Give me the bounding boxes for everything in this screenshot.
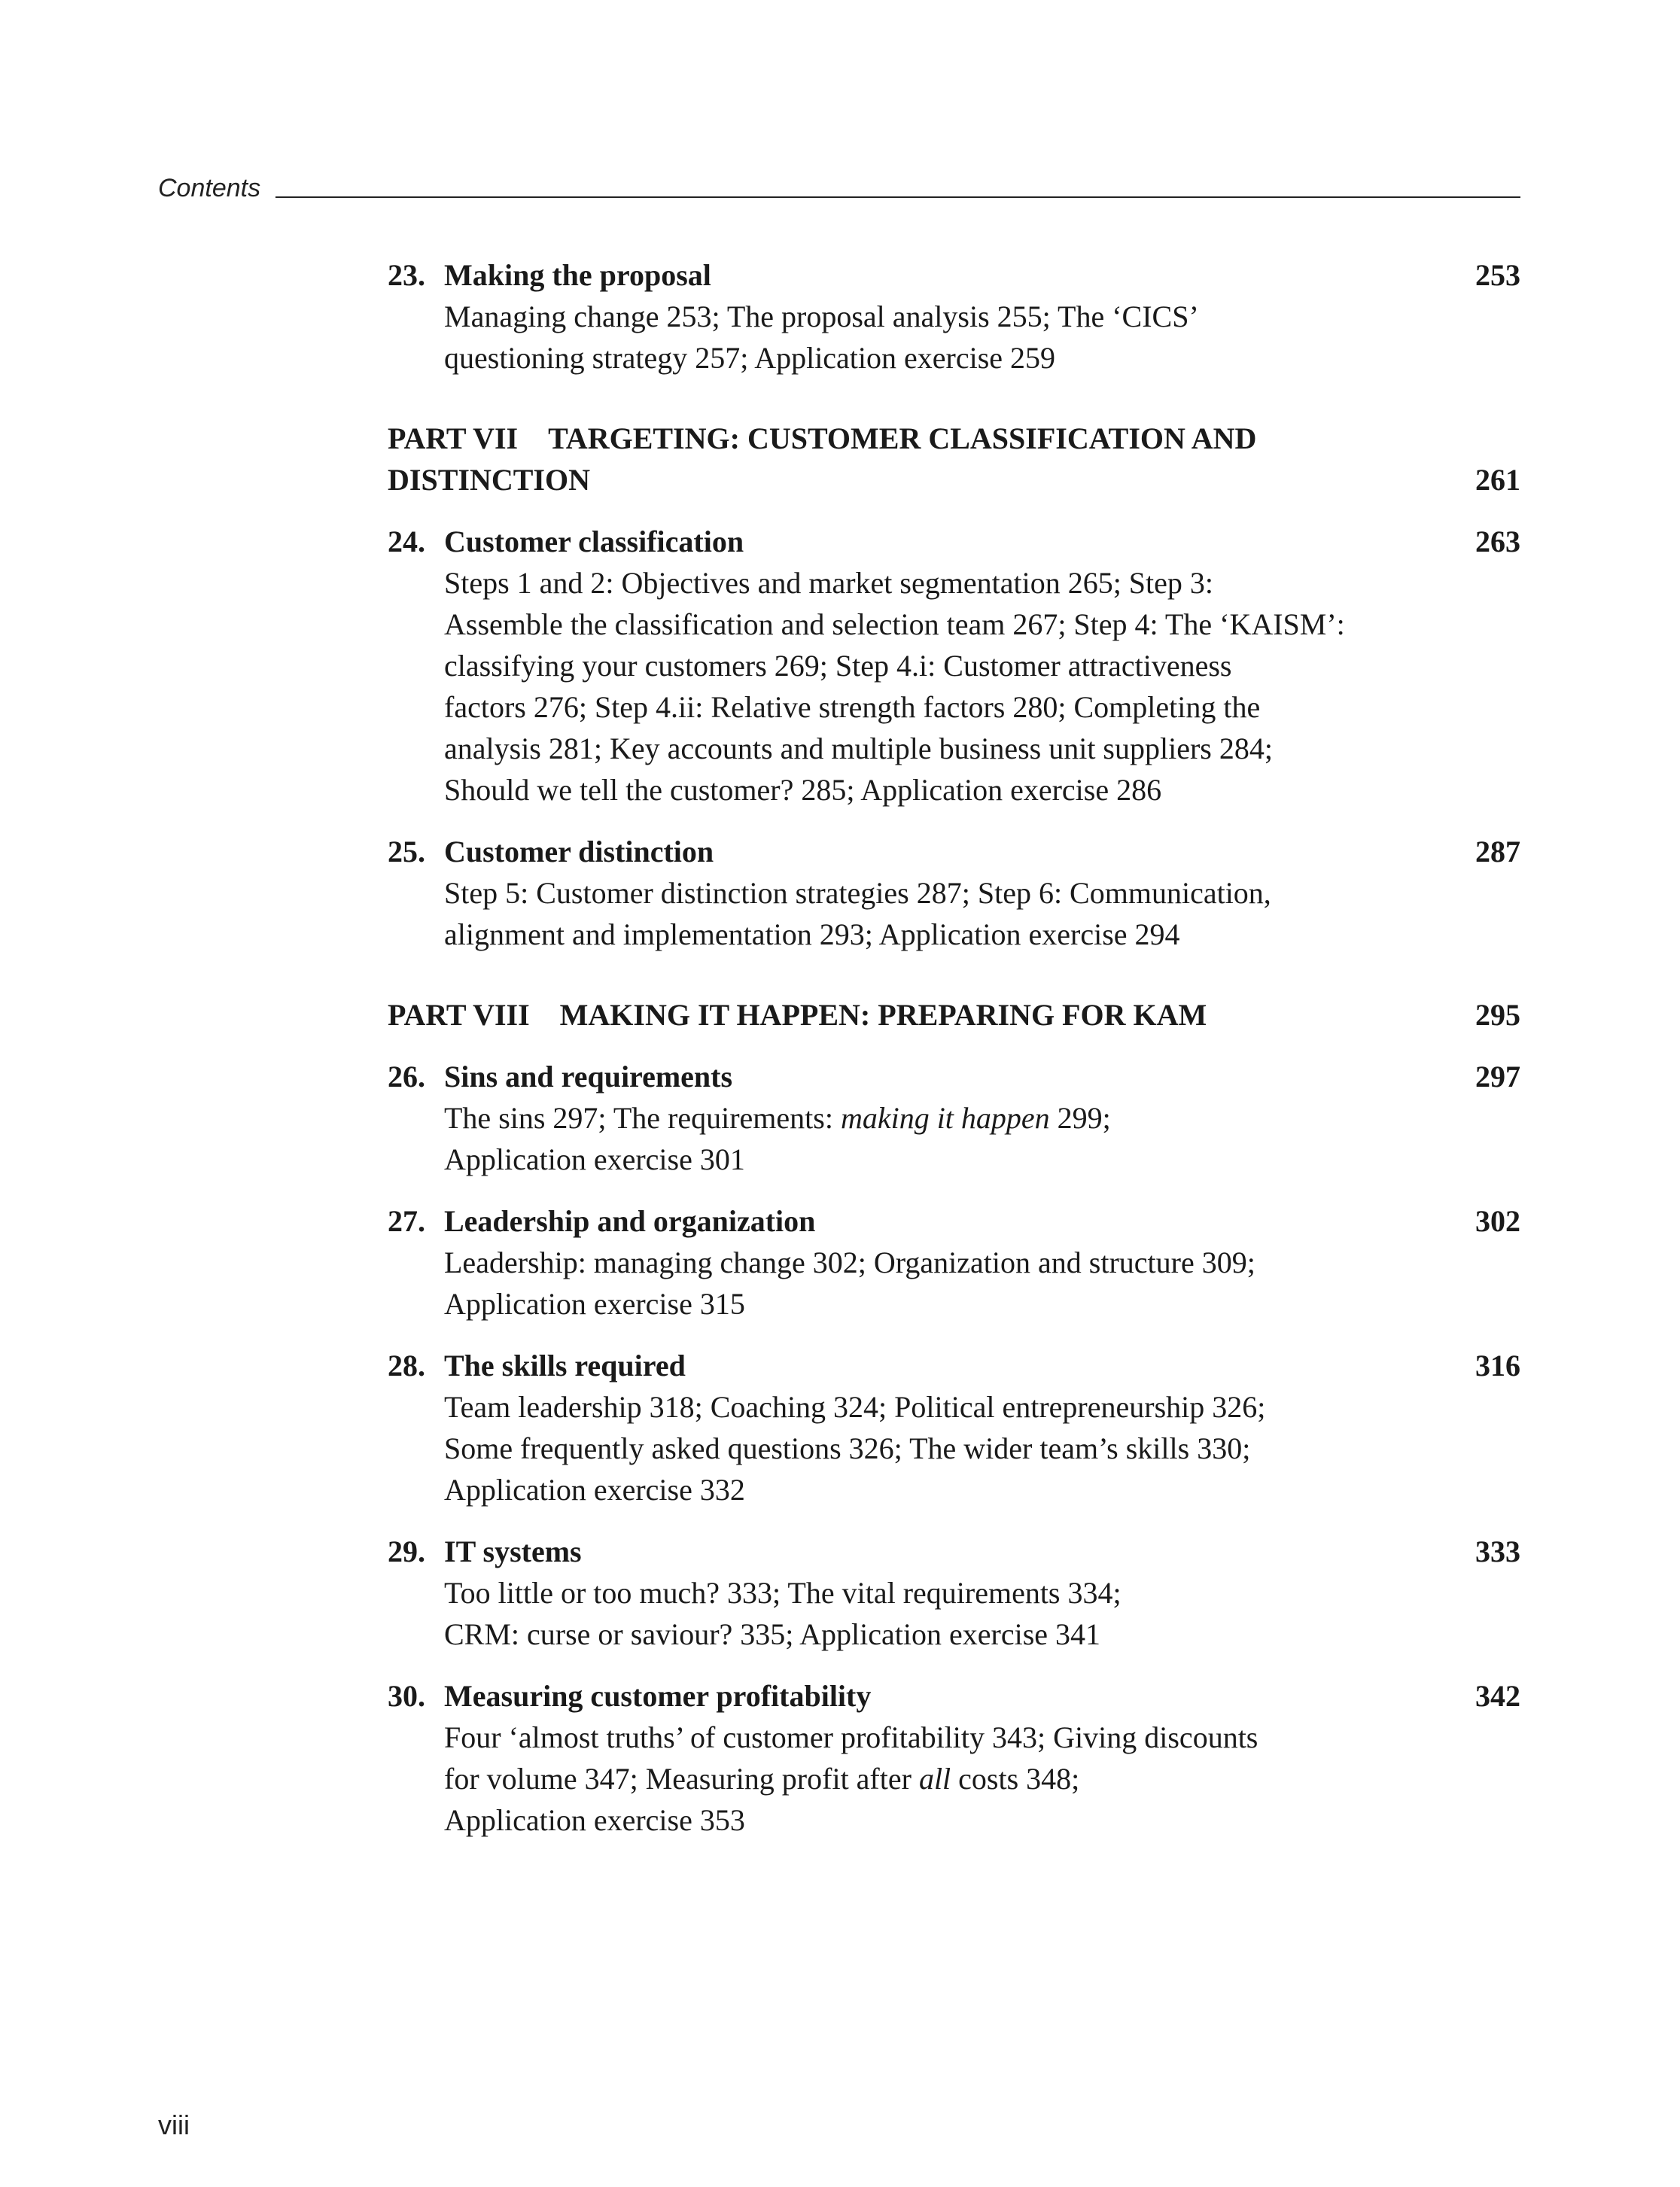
chapter-title: Sins and requirements: [444, 1060, 733, 1094]
toc-entry-heading: [388, 1531, 1520, 1572]
subtopic-text: costs 348;: [951, 1762, 1080, 1796]
toc-entry-30: [388, 1675, 1520, 1841]
chapter-page-number: 297: [1475, 1060, 1520, 1094]
chapter-number: 25.: [388, 835, 425, 868]
chapter-title: The skills required: [444, 1349, 686, 1382]
chapter-subtopics: [388, 1386, 1520, 1510]
chapter-subtopics: [388, 1097, 1520, 1180]
subtopic-text: 299;: [1049, 1101, 1111, 1135]
subtopic-emphasis: all: [918, 1762, 951, 1796]
subtopic-line: Team leadership 318; Coaching 324; Political entrepreneurship 326;: [444, 1390, 1266, 1424]
subtopic-emphasis: making it happen: [840, 1101, 1050, 1135]
chapter-number: 27.: [388, 1204, 425, 1238]
toc-part-8: [388, 994, 1520, 1036]
toc-entry-24: [388, 521, 1520, 811]
chapter-page-number: 316: [1475, 1349, 1520, 1382]
part-heading-line: [388, 459, 1520, 500]
chapter-page-number: 333: [1475, 1535, 1520, 1568]
running-head-rule: [275, 196, 1520, 198]
toc-entry-heading: [388, 254, 1520, 296]
running-head: [158, 170, 1520, 208]
subtopic-line: Assemble the classification and selection team 267; Step 4: The ‘KAISM’:: [444, 607, 1345, 641]
subtopic-line: Some frequently asked questions 326; The wider team’s skills 330;: [444, 1431, 1251, 1465]
chapter-title: Customer classification: [444, 525, 744, 558]
toc-entry-23: [388, 254, 1520, 379]
subtopic-line: classifying your customers 269; Step 4.i: Customer attractiveness: [444, 649, 1232, 683]
chapter-subtopics: [388, 1572, 1520, 1655]
chapter-page-number: 253: [1475, 258, 1520, 292]
subtopic-line: Too little or too much? 333; The vital requirements 334;: [444, 1576, 1122, 1610]
subtopic-line: analysis 281; Key accounts and multiple business unit suppliers 284;: [444, 732, 1273, 765]
subtopic-text: for volume 347; Measuring profit after: [444, 1762, 919, 1796]
chapter-page-number: 302: [1475, 1204, 1520, 1238]
page-folio: viii: [158, 2109, 190, 2140]
chapter-title: Making the proposal: [444, 258, 711, 292]
subtopic-line: questioning strategy 257; Application exercise 259: [444, 341, 1056, 375]
chapter-number: 24.: [388, 525, 425, 558]
part-title-continued: DISTINCTION: [388, 463, 590, 497]
chapter-number: 28.: [388, 1349, 425, 1382]
part-heading-line: [388, 418, 1520, 459]
chapter-page-number: 287: [1475, 835, 1520, 868]
subtopic-line: Application exercise 353: [444, 1803, 745, 1837]
part-title: TARGETING: CUSTOMER CLASSIFICATION AND: [548, 421, 1257, 455]
subtopic-line: Managing change 253; The proposal analysis 255; The ‘CICS’: [444, 300, 1199, 333]
toc-entry-28: [388, 1345, 1520, 1510]
chapter-subtopics: [388, 296, 1520, 379]
chapter-number: 30.: [388, 1679, 425, 1713]
toc-entry-29: [388, 1531, 1520, 1655]
table-of-contents: [388, 254, 1520, 1841]
toc-entry-26: [388, 1056, 1520, 1180]
subtopic-line: Step 5: Customer distinction strategies 287; Step 6: Communication,: [444, 876, 1271, 910]
part-heading-line: [388, 994, 1520, 1036]
chapter-number: 29.: [388, 1535, 425, 1568]
subtopic-line: Four ‘almost truths’ of customer profitability 343; Giving discounts: [444, 1720, 1258, 1754]
subtopic-line: Application exercise 315: [444, 1287, 745, 1321]
part-page-number: 261: [1475, 463, 1520, 497]
subtopic-line: Steps 1 and 2: Objectives and market segmentation 265; Step 3:: [444, 566, 1214, 600]
subtopic-line: Should we tell the customer? 285; Application exercise 286: [444, 773, 1162, 807]
chapter-title: Leadership and organization: [444, 1204, 816, 1238]
running-head-label: Contents: [158, 174, 261, 202]
toc-entry-27: [388, 1200, 1520, 1325]
toc-part-7: [388, 418, 1520, 500]
part-number: PART VII: [388, 421, 519, 455]
chapter-number: 26.: [388, 1060, 425, 1094]
chapter-subtopics: [388, 1242, 1520, 1325]
subtopic-line: [444, 1097, 1490, 1139]
part-page-number: 295: [1475, 998, 1520, 1032]
chapter-page-number: 342: [1475, 1679, 1520, 1713]
chapter-page-number: 263: [1475, 525, 1520, 558]
part-title: MAKING IT HAPPEN: PREPARING FOR KAM: [559, 998, 1207, 1032]
toc-entry-heading: [388, 1200, 1520, 1242]
subtopic-line: CRM: curse or saviour? 335; Application exercise 341: [444, 1617, 1101, 1651]
subtopic-line: [444, 1758, 1490, 1799]
toc-entry-heading: [388, 1056, 1520, 1097]
toc-entry-heading: [388, 1345, 1520, 1386]
toc-entry-25: [388, 831, 1520, 955]
subtopic-text: The sins 297; The requirements:: [444, 1101, 841, 1135]
chapter-title: Customer distinction: [444, 835, 714, 868]
chapter-subtopics: [388, 872, 1520, 955]
toc-entry-heading: [388, 521, 1520, 562]
toc-entry-heading: [388, 831, 1520, 872]
subtopic-line: Application exercise 301: [444, 1142, 745, 1176]
chapter-subtopics: [388, 1717, 1520, 1841]
subtopic-line: factors 276; Step 4.ii: Relative strength factors 280; Completing the: [444, 690, 1261, 724]
toc-entry-heading: [388, 1675, 1520, 1717]
subtopic-line: alignment and implementation 293; Application exercise 294: [444, 917, 1180, 951]
chapter-subtopics: [388, 562, 1520, 811]
subtopic-line: Application exercise 332: [444, 1473, 745, 1507]
subtopic-line: Leadership: managing change 302; Organization and structure 309;: [444, 1246, 1255, 1279]
part-number: PART VIII: [388, 998, 530, 1032]
chapter-title: Measuring customer profitability: [444, 1679, 872, 1713]
chapter-title: IT systems: [444, 1535, 582, 1568]
chapter-number: 23.: [388, 258, 425, 292]
